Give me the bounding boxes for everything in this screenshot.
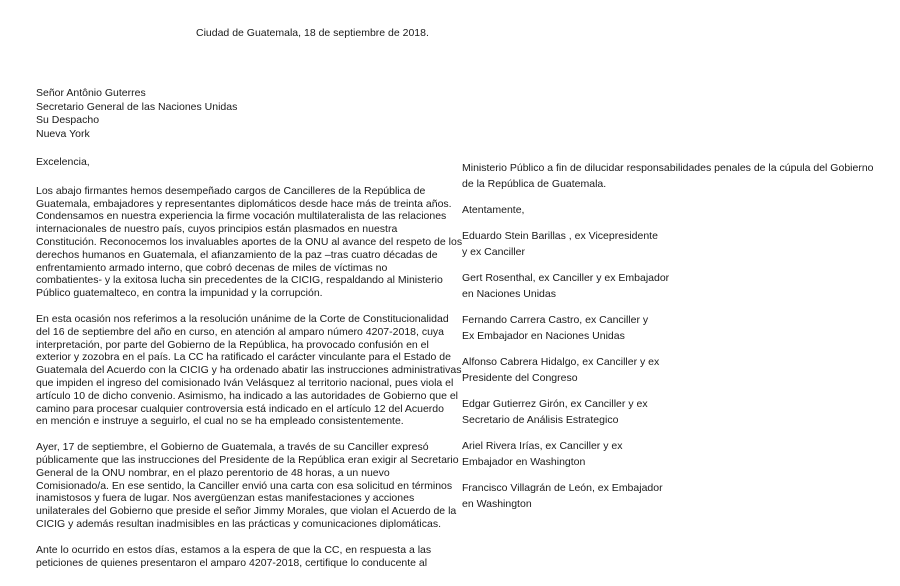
addressee-block xyxy=(36,87,237,141)
signatory xyxy=(462,354,882,386)
signatory xyxy=(462,270,882,302)
signatory-name: Gert Rosenthal, ex Canciller y ex Embajador xyxy=(462,272,670,284)
salutation: Excelencia, xyxy=(36,156,90,168)
letter-body-left-column xyxy=(36,156,463,582)
paragraph-line: Público guatemalteco, en contra la impunidad y la corrupción. xyxy=(36,287,323,300)
signatory-title: en Washington xyxy=(462,498,532,510)
paragraph-line: Ayer, 17 de septiembre, el Gobierno de Guatemala, a través de su Canciller expresó xyxy=(36,441,429,454)
signatory-name: Francisco Villagrán de León, ex Embajador xyxy=(462,482,663,494)
paragraph-line: exterior y zozobra en el país. La CC ha ratificado el carácter vinculante para el Estado de xyxy=(36,351,451,364)
addressee-line: Nueva York xyxy=(36,127,90,140)
paragraph-continuation xyxy=(462,160,882,192)
signatory xyxy=(462,480,882,512)
paragraph-line: General de la ONU nombrar, en el plazo perentorio de 48 horas, a un nuevo xyxy=(36,466,390,479)
paragraph-line: peticiones de quienes presentaron el amparo 4207-2018, certifique lo conducente al xyxy=(36,556,428,569)
paragraph-line: Constitución. Reconocemos los invaluables aportes de la ONU al avance del respeto de los xyxy=(36,235,463,248)
paragraph-line: Comisionado/a. En ese sentido, la Canciller envió una carta con esa solicitud en términos xyxy=(36,479,453,492)
paragraph-line: que impiden el ingreso del comisionado Iván Velásquez al territorio nacional, pues viola el xyxy=(36,376,454,389)
paragraph-line: del 16 de septiembre del año en curso, en atención al amparo número 4207-2018, cuya xyxy=(36,325,445,338)
paragraph-line: Los abajo firmantes hemos desempeñado cargos de Cancilleres de la República de xyxy=(36,184,426,197)
paragraph-intro xyxy=(36,184,463,300)
paragraph-line: CICIG y además resultan inadmisibles en las prácticas y comunicaciones diplomáticas. xyxy=(36,517,442,530)
paragraph-line: Guatemala del Acuerdo con la CICIG y ha ordenado abatir las instrucciones administrativas xyxy=(36,364,462,377)
paragraph-line: artículo 10 de dicho convenio. Asimismo, ha indicado a las autoridades de Gobierno que el xyxy=(36,389,459,402)
letter-body-right-column xyxy=(462,160,882,522)
signatory-title: en Naciones Unidas xyxy=(462,288,556,300)
signatory-title: Embajador en Washington xyxy=(462,456,586,468)
letter-date: Ciudad de Guatemala, 18 de septiembre de 2018. xyxy=(196,27,429,39)
addressee-line: Secretario General de las Naciones Unidas xyxy=(36,100,238,113)
addressee-line: Señor Antônio Guterres xyxy=(36,87,146,99)
paragraph-line: unilaterales del Gobierno que preside el señor Jimmy Morales, que violan el Acuerdo de la xyxy=(36,505,457,518)
paragraph-line: Condensamos en nuestra experiencia la firme vocación multilateralista de las relaciones xyxy=(36,210,447,223)
paragraph-line: Ministerio Público a fin de dilucidar responsabilidades penales de la cúpula del Gobierno xyxy=(462,162,874,174)
paragraph-line: combatientes- y la exitosa lucha sin precedentes de la CICIG, respaldando al Ministerio xyxy=(36,274,443,287)
signatory-title: Ex Embajador en Naciones Unidas xyxy=(462,330,625,342)
paragraph-line: Ante lo ocurrido en estos días, estamos a la espera de que la CC, en respuesta a las xyxy=(36,543,432,556)
signatory xyxy=(462,228,882,260)
signatory xyxy=(462,438,882,470)
paragraph-resolution xyxy=(36,312,462,428)
paragraph-line: derechos humanos en Guatemala, el afianzamiento de la paz –tras cuatro décadas de xyxy=(36,248,438,261)
signatory-name: Eduardo Stein Barillas , ex Vicepresidente xyxy=(462,230,658,242)
signatory-title: Secretario de Análisis Estrategico xyxy=(462,414,619,426)
paragraph-line: internacionales de nuestro país, cuyos principios están plasmados en nuestra xyxy=(36,223,398,236)
paragraph-request xyxy=(36,543,432,570)
paragraph-line: interpretación, por parte del Gobierno de la República, ha provocado confusión en el xyxy=(36,338,429,351)
signatory xyxy=(462,312,882,344)
paragraph-line: públicamente que las instrucciones del Presidente de la República eran exigir al Secretario xyxy=(36,453,459,466)
signatory-title: y ex Canciller xyxy=(462,246,526,258)
signatory-name: Edgar Gutierrez Girón, ex Canciller y ex xyxy=(462,398,648,410)
addressee-line: Su Despacho xyxy=(36,114,100,127)
paragraph-line: En esta ocasión nos referimos a la resolución unánime de la Corte de Constitucionalidad xyxy=(36,312,449,325)
signatory xyxy=(462,396,882,428)
signatory-name: Ariel Rivera Irías, ex Canciller y ex xyxy=(462,440,623,452)
paragraph-line: enfrentamiento armado interno, que cobró decenas de miles de víctimas no xyxy=(36,261,388,274)
signatory-name: Fernando Carrera Castro, ex Canciller y xyxy=(462,314,649,326)
paragraph-government-action xyxy=(36,441,459,531)
paragraph-line: inamistosos y fuera de lugar. Nos avergüenzan estas manifestaciones y acciones xyxy=(36,492,415,505)
paragraph-line: de la República de Guatemala. xyxy=(462,178,607,190)
signatory-name: Alfonso Cabrera Hidalgo, ex Canciller y ex xyxy=(462,356,660,368)
paragraph-line: en mención e instruye a seguirlo, el cual no se ha empleado consistentemente. xyxy=(36,415,404,428)
closing: Atentamente, xyxy=(462,204,525,216)
paragraph-line: Guatemala, embajadores y representantes diplomáticos desde hace más de treinta años. xyxy=(36,197,452,210)
signatory-title: Presidente del Congreso xyxy=(462,372,578,384)
paragraph-line: camino para procesar cualquier controversia está indicado en el artículo 12 del Acuerdo xyxy=(36,402,444,415)
